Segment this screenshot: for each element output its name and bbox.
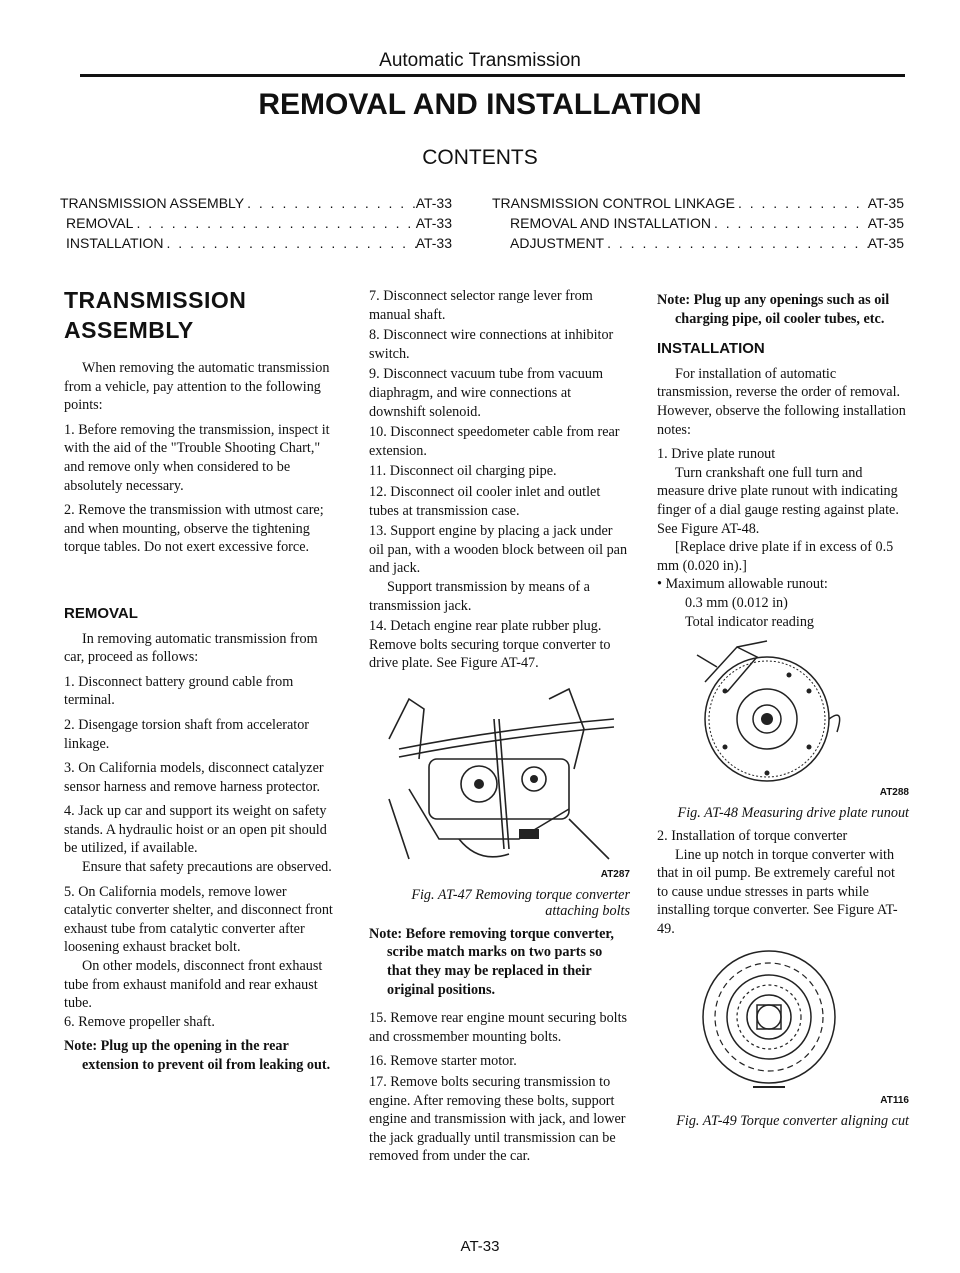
step: 8. Disconnect wire connections at inhibitor switch. — [369, 327, 614, 362]
paragraph: On other models, disconnect front exhaust tube from exhaust manifold and rear exhaust tube. — [64, 958, 323, 1012]
note: Note: Plug up any openings such as oil charging pipe, oil cooler tubes, etc. — [657, 292, 890, 327]
toc-entry[interactable]: ADJUSTMENT . . . AT-35 — [492, 233, 904, 253]
paragraph: Support transmission by means of a transmission jack. — [369, 578, 590, 614]
step: 9. Disconnect vacuum tube from vacuum diaphragm, and wire connections at downshift solenoid. — [369, 366, 604, 420]
running-header: Automatic Transmission — [379, 50, 581, 71]
figure-at49 — [657, 945, 909, 1129]
step: 11. Disconnect oil charging pipe. — [369, 463, 557, 480]
toc-entry[interactable]: TRANSMISSION CONTROL LINKAGE . . . AT-35 — [492, 193, 904, 213]
step: 6. Remove propeller shaft. — [64, 1013, 215, 1030]
subsection-heading: REMOVAL — [64, 604, 138, 622]
figure-code: AT288 — [879, 787, 909, 799]
note: Note: Plug up the opening in the rear extension to prevent oil from leaking out. — [64, 1038, 331, 1073]
paragraph: Ensure that safety precautions are observed. — [82, 859, 332, 876]
note: Note: Before removing torque converter, scribe match marks on two parts so that they may be replaced in their original positions. — [369, 925, 614, 998]
step: 1. Drive plate runout — [657, 446, 776, 463]
column-3 — [657, 291, 909, 1135]
step: 2. Disengage torsion shaft from accelerator linkage. — [64, 716, 310, 752]
torque-converter-removal-illustration — [369, 679, 630, 869]
step: 13. Support engine by placing a jack under oil pan, with a wooden block between oil pan and jack. — [369, 523, 628, 577]
column-1 — [64, 285, 336, 1081]
drive-plate-runout-illustration — [657, 637, 909, 787]
toc-entry[interactable]: INSTALLATION . . . AT-33 — [60, 233, 452, 253]
page-number: AT-33 — [460, 1238, 500, 1255]
step: 2. Installation of torque converter — [657, 828, 848, 845]
figure-at47 — [369, 679, 630, 919]
header-rule — [80, 74, 905, 77]
toc-entry[interactable]: REMOVAL . . . AT-33 — [60, 213, 452, 233]
step: 12. Disconnect oil cooler inlet and outlet tubes at transmission case. — [369, 483, 601, 519]
paragraph: In removing automatic transmission from car, proceed as follows: — [64, 630, 318, 666]
step: 3. On California models, disconnect catalyzer sensor harness and remove harness protector. — [64, 760, 324, 795]
figure-caption: Fig. AT-48 Measuring drive plate runout — [677, 805, 909, 822]
spec-value: 0.3 mm (0.012 in) — [685, 594, 788, 611]
step: 10. Disconnect speedometer cable from rear extension. — [369, 424, 620, 459]
step: 4. Jack up car and support its weight on safety stands. A hydraulic hoist or an open pit should be utilized, if available. — [64, 803, 327, 857]
toc-entry[interactable]: REMOVAL AND INSTALLATION . . . AT-35 — [492, 213, 904, 233]
paragraph: 2. Remove the transmission with utmost care; and when mounting, observe the tightening torque tables. Do not exert excessive force. — [64, 502, 324, 556]
step: 14. Detach engine rear plate rubber plug. Remove bolts securing torque converter to drive plate. See Figure AT-47. — [369, 618, 611, 672]
figure-code: AT116 — [880, 1094, 909, 1106]
figure-caption: Fig. AT-49 Torque converter aligning cut — [676, 1112, 909, 1129]
figure-caption: Fig. AT-47 Removing torque converter attaching bolts — [411, 886, 630, 919]
figure-code: AT287 — [600, 868, 630, 880]
bullet-item: • Maximum allowable runout: — [657, 575, 909, 594]
paragraph: Turn crankshaft one full turn and measure drive plate runout with indicating finger of a dial gauge resting against plate. See Figure AT-48. — [657, 464, 899, 537]
paragraph: When removing the automatic transmission from a vehicle, pay attention to the following points: — [64, 360, 330, 414]
step: 16. Remove starter motor. — [369, 1053, 517, 1070]
paragraph: 1. Before removing the transmission, inspect it with the aid of the "Trouble Shooting Chart," and remove only when considered to be absolutely necessary. — [64, 421, 330, 494]
step: 1. Disconnect battery ground cable from terminal. — [64, 673, 294, 709]
step: 15. Remove rear engine mount securing bolts and crossmember mounting bolts. — [369, 1010, 628, 1045]
contents-title: CONTENTS — [422, 146, 538, 169]
section-heading: TRANSMISSION ASSEMBLY — [64, 287, 247, 343]
toc-right — [492, 193, 904, 253]
paragraph: [Replace drive plate if in excess of 0.5 mm (0.020 in).] — [657, 539, 894, 574]
paragraph: For installation of automatic transmission, reverse the order of removal. However, observe the following installation notes: — [657, 365, 906, 438]
subsection-heading: INSTALLATION — [657, 340, 765, 358]
step: 7. Disconnect selector range lever from manual shaft. — [369, 288, 593, 323]
paragraph: Line up notch in torque converter with that in oil pump. Be extremely careful not to cause undue stresses in parts while installing torque converter. See Figure AT-49. — [657, 846, 898, 938]
column-2 — [369, 287, 630, 1172]
step: 17. Remove bolts securing transmission to engine. After removing these bolts, support engine and transmission with jack, and lower the jack gradually until transmission can be removed from under the car. — [369, 1074, 626, 1165]
torque-converter-illustration — [657, 945, 909, 1095]
page-title: REMOVAL AND INSTALLATION — [258, 88, 702, 121]
figure-at48 — [657, 637, 909, 821]
toc-left — [60, 193, 452, 253]
toc-entry[interactable]: TRANSMISSION ASSEMBLY . . . AT-33 — [60, 193, 452, 213]
step: 5. On California models, remove lower catalytic converter shelter, and disconnect front exhaust tube from catalytic converter after loosening exhaust bracket bolt. — [64, 883, 333, 956]
spec-value: Total indicator reading — [685, 613, 815, 630]
